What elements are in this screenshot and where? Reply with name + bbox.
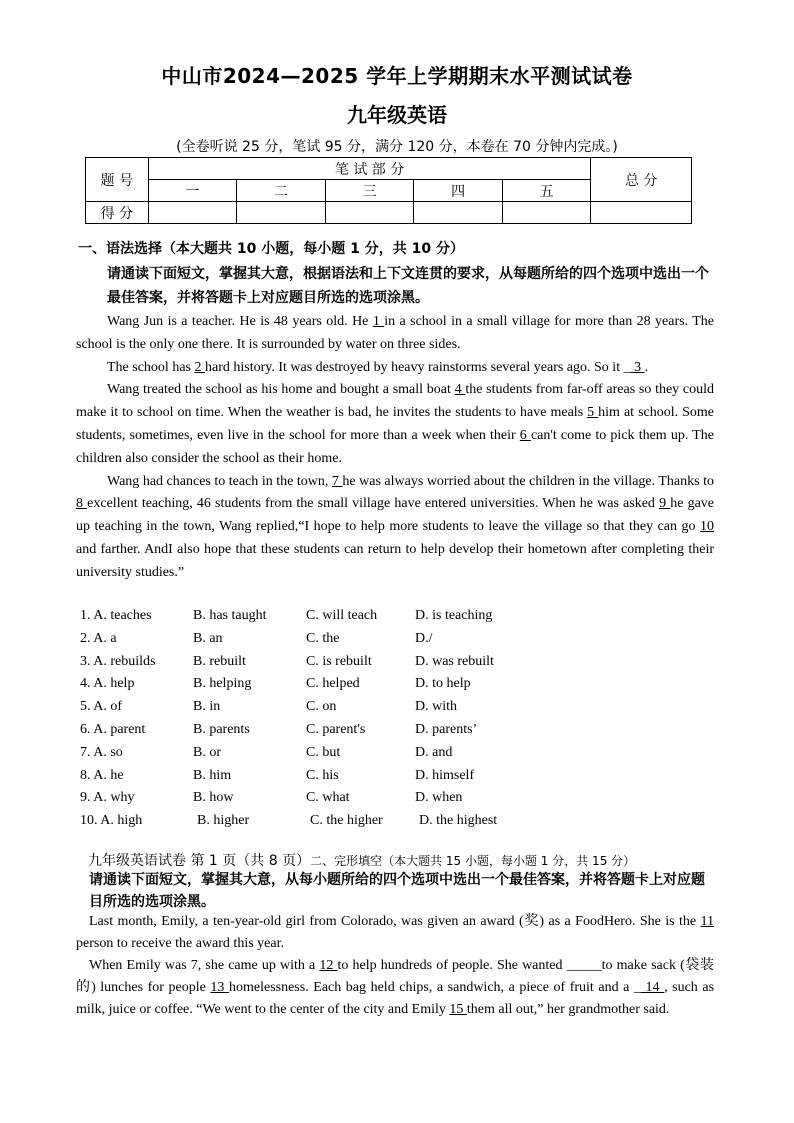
option-choice: C. the higher (310, 813, 383, 829)
blank-7: 7 (331, 473, 343, 489)
option-row (80, 810, 720, 832)
blank-11: 11 (700, 914, 714, 929)
blank-6: 6 (519, 427, 531, 443)
exam-subtitle: 九年级英语 (347, 103, 447, 127)
option-choice: 1. A. teaches (80, 608, 152, 623)
option-choice: C. helped (306, 676, 360, 692)
option-choice: 3. A. rebuilds (80, 653, 156, 669)
exam-title: 中山市2024—2025 学年上学期期末水平测试试卷 (161, 64, 633, 88)
option-choice: D. and (415, 744, 453, 760)
page-label: 九年级英语试卷 第 1 页（共 8 页） (88, 853, 311, 869)
option-choice: C. is rebuilt (306, 653, 372, 669)
option-choice: 6. A. parent (80, 722, 146, 737)
option-choice: C. the (306, 630, 340, 646)
option-choice: 9. A. why (80, 790, 135, 806)
passage-paragraph: Wang treated the school as his home and bought a small boat 4 the students from far-off areas so they could make it to school on time. When the weather is bad, he invites the students to have meals 5 him at school. Some students, sometimes, even live in the school for more than a week when their 6 can't come to pick them up. The children also consider the school as their home. (76, 382, 715, 466)
option-row (80, 651, 720, 673)
option-row (80, 787, 720, 809)
score-table-part: 一 (148, 180, 237, 202)
blank-10: 10 (700, 519, 714, 535)
option-choice: C. his (306, 767, 339, 783)
section2-passage (76, 911, 714, 1021)
page-footer (88, 850, 635, 870)
option-choice: 8. A. he (80, 767, 124, 783)
option-choice: B. parents (193, 722, 250, 737)
score-table-score-label: 得 分 (86, 202, 149, 224)
passage-paragraph: Wang had chances to teach in the town, 7 he was always worried about the children in the village. Thanks to 8 excellent teaching, 46 students from the small village have entered universities. When he was asked 9 he gave up teaching in the town, Wang replied,“I hope to help more students to leave the village so that they can go 10 and farther. AndI also hope that these students can return to help develop their hometown after completing their university studies.” (76, 473, 715, 580)
blank-unnumbered: _____ (566, 958, 602, 973)
option-choice: D. to help (415, 676, 471, 692)
exam-note: (全卷听说 25 分，笔试 95 分，满分 120 分，本卷在 70 分钟内完成。) (176, 139, 618, 155)
option-choice: 5. A. of (80, 699, 122, 715)
score-cell (591, 202, 692, 224)
score-cell (502, 202, 591, 224)
score-cell (148, 202, 237, 224)
option-choice: 4. A. help (80, 676, 135, 692)
option-choice: B. higher (197, 813, 250, 829)
option-choice: C. will teach (306, 608, 378, 623)
score-table-part: 二 (237, 180, 326, 202)
score-cell (414, 202, 503, 224)
option-choice: D. with (415, 699, 457, 715)
blank-9: 9 (659, 496, 671, 512)
option-choice: B. or (193, 744, 221, 760)
passage-paragraph: When Emily was 7, she came up with a 12 to help hundreds of people. She wanted _____to make sack (袋装的) lunches for people 13 homelessness. Each bag held chips, a sandwich, a piece of fruit and a _ 14 , such as milk, juice or coffee. “We went to the center of the city and Emily 15 them all out,” her grandmother said. (76, 958, 715, 1017)
passage-paragraph: Wang Jun is a teacher. He is 48 years old. He 1 in a school in a small village for more than 28 years. The school is the only one there. It is surrounded by water on three sides. (76, 314, 715, 352)
option-row (80, 742, 720, 764)
option-choice: 10. A. high (80, 813, 143, 829)
blank-2: 2 (194, 359, 205, 375)
option-row (80, 696, 720, 718)
option-choice: B. helping (193, 676, 252, 692)
score-table-group-label: 笔 试 部 分 (148, 158, 591, 180)
option-row (80, 719, 720, 741)
blank-13: 13 (210, 980, 229, 995)
score-cell (325, 202, 414, 224)
blank-4: 4 (454, 382, 466, 398)
option-choice: C. on (306, 699, 337, 715)
option-choice: C. but (306, 744, 341, 760)
score-table-total-label: 总 分 (591, 158, 692, 202)
blank-3: 3 (630, 359, 645, 375)
option-choice: 2. A. a (80, 630, 117, 646)
score-table-col-label: 题 号 (86, 158, 149, 202)
option-choice: B. in (193, 699, 221, 715)
option-choice: D. was rebuilt (415, 653, 494, 669)
section2-instruction: 请通读下面短文，掌握其大意，从每小题所给的四个选项中选出一个最佳答案，并将答题卡上对应题目所选的选项涂黑。 (89, 872, 705, 910)
section1-heading: 一、语法选择（本大题共 10 小题，每小题 1 分，共 10 分） (78, 241, 464, 257)
passage-paragraph: The school has 2 hard history. It was destroyed by heavy rainstorms several years ago. So it _ 3 . (107, 359, 649, 375)
score-cell (237, 202, 326, 224)
blank-8: 8 (76, 496, 88, 512)
option-row (80, 765, 720, 787)
option-choice: C. what (306, 790, 350, 806)
option-choice: B. him (193, 767, 232, 783)
option-row (80, 628, 720, 650)
option-choice: B. an (193, 630, 223, 646)
score-table-part: 三 (325, 180, 414, 202)
blank-14: 14 (640, 980, 665, 995)
blank-1: 1 (372, 314, 385, 329)
option-choice: B. how (193, 790, 234, 806)
option-row (80, 605, 720, 627)
passage-paragraph: Last month, Emily, a ten-year-old girl from Colorado, was given an award (奖) as a FoodHero. She is the 11 person to receive the award this year. (76, 914, 714, 951)
option-choice: D. the highest (419, 813, 498, 829)
section2-heading: 二、完形填空（本大题共 15 小题，每小题 1 分，共 15 分） (310, 854, 636, 868)
option-choice: D. when (415, 790, 463, 806)
section1-instruction: 请通读下面短文，掌握其大意，根据语法和上下文连贯的要求，从每题所给的四个选项中选出一个最佳答案，并将答题卡上对应题目所选的选项涂黑。 (107, 266, 709, 306)
option-row (80, 673, 720, 695)
option-choice: D. parents’ (415, 722, 478, 737)
score-table (85, 157, 692, 224)
option-choice: C. parent's (306, 722, 366, 737)
option-choice: 7. A. so (80, 744, 123, 760)
score-table-part: 四 (414, 180, 503, 202)
option-choice: D. is teaching (415, 608, 493, 623)
blank-5: 5 (587, 405, 599, 421)
score-table-part: 五 (502, 180, 591, 202)
section1-passage (76, 311, 714, 585)
blank-12: 12 (319, 958, 338, 973)
option-choice: B. has taught (193, 608, 267, 623)
blank-15: 15 (449, 1002, 467, 1017)
option-choice: B. rebuilt (193, 653, 246, 669)
option-choice: D. himself (415, 767, 475, 783)
option-choice: D./ (415, 630, 433, 646)
